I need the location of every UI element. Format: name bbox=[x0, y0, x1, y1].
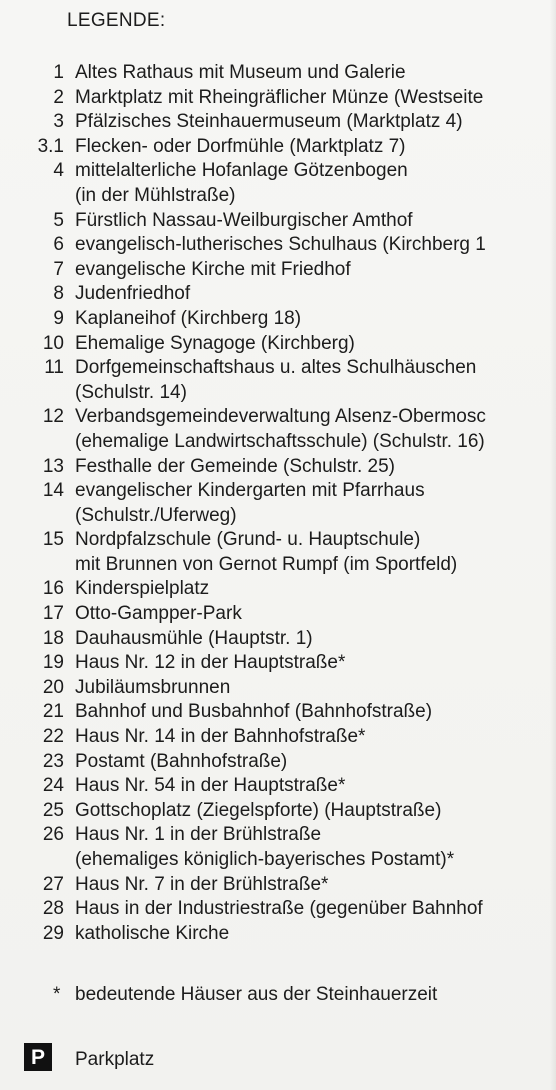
legend-item-line: (in der Mühlstraße) bbox=[75, 184, 236, 206]
legend-item bbox=[0, 258, 556, 283]
legend-item-line: Haus Nr. 1 in der Brühlstraße bbox=[75, 824, 322, 846]
legend-item-text bbox=[75, 356, 476, 405]
legend-item-text bbox=[75, 135, 406, 160]
legend-item bbox=[0, 282, 556, 307]
legend-item bbox=[0, 823, 556, 872]
parking-icon: P bbox=[24, 1043, 52, 1071]
legend-item-line: Verbandsgemeindeverwaltung Alsenz-Obermosc bbox=[75, 406, 486, 428]
legend-item-number: 25 bbox=[42, 799, 64, 821]
legend-item bbox=[0, 356, 556, 405]
legend-item-text bbox=[75, 405, 486, 454]
legend-item-line: Pfälzisches Steinhauermuseum (Marktplatz 4) bbox=[75, 111, 463, 133]
legend-item-line: Flecken- oder Dorfmühle (Marktplatz 7) bbox=[75, 135, 406, 157]
legend-item-text bbox=[75, 602, 242, 627]
legend-item-line: Gottschoplatz (Ziegelspforte) (Hauptstraße) bbox=[75, 799, 442, 821]
legend-item-number: 6 bbox=[53, 234, 64, 256]
legend-item-line: Altes Rathaus mit Museum und Galerie bbox=[75, 62, 406, 83]
legend-item bbox=[0, 676, 556, 701]
legend-item-number: 22 bbox=[42, 726, 64, 748]
legend-item-text bbox=[75, 627, 313, 652]
legend-item bbox=[0, 602, 556, 627]
legend-item-text bbox=[75, 528, 457, 577]
legend-item-text bbox=[75, 676, 230, 701]
legend-item-line: Postamt (Bahnhofstraße) bbox=[75, 750, 288, 772]
legend-item-line: Ehemalige Synagoge (Kirchberg) bbox=[75, 332, 355, 354]
legend-item bbox=[0, 873, 556, 898]
legend-item-text bbox=[75, 233, 486, 258]
legend-item bbox=[0, 209, 556, 234]
legend-item bbox=[0, 159, 556, 208]
legend-item-number: 26 bbox=[42, 824, 64, 846]
legend-item-line: Haus in der Industriestraße (gegenüber Bahnhof bbox=[75, 898, 483, 920]
legend-item-number: 12 bbox=[42, 406, 64, 428]
legend-item-line: Haus Nr. 54 in der Hauptstraße* bbox=[75, 775, 346, 797]
legend-item-number: 18 bbox=[42, 627, 64, 649]
legend-item-number: 8 bbox=[53, 283, 64, 305]
legend-item-text bbox=[75, 774, 345, 799]
legend-item-number: 3 bbox=[53, 111, 64, 133]
legend-item-number: 3.1 bbox=[37, 135, 64, 157]
legend-item-text bbox=[75, 479, 425, 528]
legend-item bbox=[0, 725, 556, 750]
legend-item-line: evangelische Kirche mit Friedhof bbox=[75, 258, 351, 280]
legend-item-number: 24 bbox=[42, 775, 64, 797]
legend-item-line: mit Brunnen von Gernot Rumpf (im Sportfeld) bbox=[75, 553, 458, 575]
legend-item-text bbox=[75, 897, 483, 922]
legend-item-line: Judenfriedhof bbox=[75, 283, 191, 305]
page-edge-shadow bbox=[550, 0, 556, 1090]
legend-item-number: 7 bbox=[53, 258, 64, 280]
legend-item bbox=[0, 528, 556, 577]
legend-item-number: 10 bbox=[42, 332, 64, 354]
legend-item-number: 17 bbox=[42, 603, 64, 625]
legend-item bbox=[0, 700, 556, 725]
legend-item-line: Kinderspielplatz bbox=[75, 578, 210, 600]
legend-item-line: Dauhausmühle (Hauptstr. 1) bbox=[75, 627, 313, 649]
legend-item-number: 19 bbox=[42, 652, 64, 674]
legend-item-line: Kaplaneihof (Kirchberg 18) bbox=[75, 307, 302, 329]
parking-label: Parkplatz bbox=[75, 1049, 155, 1070]
legend-item-text bbox=[75, 750, 287, 775]
legend-title: LEGENDE: bbox=[67, 10, 166, 31]
legend-item bbox=[0, 61, 556, 86]
legend-item-number: 28 bbox=[42, 898, 64, 920]
legend-item-number: 1 bbox=[53, 62, 64, 83]
legend-item-text bbox=[75, 61, 406, 86]
legend-item-line: evangelisch-lutherisches Schulhaus (Kirchberg 1 bbox=[75, 234, 486, 256]
legend-item bbox=[0, 86, 556, 111]
legend-item-line: Dorfgemeinschaftshaus u. altes Schulhäuschen bbox=[75, 357, 477, 379]
legend-item-line: (ehemalige Landwirtschaftsschule) (Schulstr. 16) bbox=[75, 430, 485, 452]
legend-item-number: 2 bbox=[53, 86, 64, 108]
legend-item-text bbox=[75, 86, 483, 111]
legend-item-line: Nordpfalzschule (Grund- u. Hauptschule) bbox=[75, 529, 421, 551]
legend-item-number: 29 bbox=[42, 922, 64, 944]
legend-item bbox=[0, 455, 556, 480]
legend-item-text bbox=[75, 725, 365, 750]
legend-item-number: 9 bbox=[53, 307, 64, 329]
legend-item bbox=[0, 799, 556, 824]
legend-item bbox=[0, 135, 556, 160]
legend-item-number: 13 bbox=[42, 455, 64, 477]
legend-item bbox=[0, 307, 556, 332]
legend-item-text bbox=[75, 651, 345, 676]
legend-item-number: 11 bbox=[44, 357, 64, 379]
legend-item-number: 23 bbox=[42, 750, 64, 772]
legend-item-line: evangelischer Kindergarten mit Pfarrhaus bbox=[75, 480, 425, 502]
legend-item-line: Fürstlich Nassau-Weilburgischer Amthof bbox=[75, 209, 413, 231]
legend-item-line: Festhalle der Gemeinde (Schulstr. 25) bbox=[75, 455, 395, 477]
legend-item-line: Marktplatz mit Rheingräflicher Münze (Westseite bbox=[75, 86, 484, 108]
legend-item-text bbox=[75, 209, 413, 234]
legend-item-text bbox=[75, 307, 301, 332]
legend-item-line: Haus Nr. 12 in der Hauptstraße* bbox=[75, 652, 346, 674]
legend-item-line: katholische Kirche bbox=[75, 922, 230, 944]
legend-item-line: Haus Nr. 14 in der Bahnhofstraße* bbox=[75, 726, 366, 748]
legend-item bbox=[0, 897, 556, 922]
legend-item bbox=[0, 750, 556, 775]
legend-item-number: 5 bbox=[53, 209, 64, 231]
legend-item-line: mittelalterliche Hofanlage Götzenbogen bbox=[75, 160, 408, 182]
footnote-text: bedeutende Häuser aus der Steinhauerzeit bbox=[75, 984, 438, 1005]
legend-item bbox=[0, 110, 556, 135]
legend-item-text bbox=[75, 258, 351, 283]
legend-item bbox=[0, 577, 556, 602]
legend-item bbox=[0, 651, 556, 676]
legend-item bbox=[0, 774, 556, 799]
legend-item bbox=[0, 922, 556, 947]
legend-item-line: Haus Nr. 7 in der Brühlstraße* bbox=[75, 873, 329, 895]
legend-item bbox=[0, 627, 556, 652]
legend-item-text bbox=[75, 332, 355, 357]
legend-item bbox=[0, 332, 556, 357]
footnote-marker: * bbox=[53, 984, 61, 1005]
legend-item-text bbox=[75, 577, 209, 602]
legend-item-text bbox=[75, 282, 190, 307]
legend-item-text bbox=[75, 455, 395, 480]
legend-item bbox=[0, 405, 556, 454]
legend-item-number: 27 bbox=[42, 873, 64, 895]
legend-item-line: (ehemaliges königlich-bayerisches Postamt)* bbox=[75, 849, 455, 870]
legend-item-number: 14 bbox=[42, 480, 64, 502]
legend-item-text bbox=[75, 799, 441, 824]
legend-item-line: (Schulstr./Uferweg) bbox=[75, 504, 237, 526]
legend-item-text bbox=[75, 873, 328, 898]
legend-item bbox=[0, 479, 556, 528]
legend-item-number: 16 bbox=[42, 578, 64, 600]
legend-item-number: 15 bbox=[42, 529, 64, 551]
legend-item-line: Otto-Gampper-Park bbox=[75, 603, 242, 625]
legend-list bbox=[0, 61, 556, 946]
legend-item-number: 4 bbox=[53, 160, 64, 182]
legend-item-text bbox=[75, 823, 454, 872]
legend-item-number: 21 bbox=[42, 701, 64, 723]
parking-legend bbox=[24, 1043, 154, 1071]
legend-item bbox=[0, 233, 556, 258]
legend-item-number: 20 bbox=[42, 676, 64, 698]
legend-item-text bbox=[75, 922, 229, 947]
legend-item-line: Bahnhof und Busbahnhof (Bahnhofstraße) bbox=[75, 701, 433, 723]
legend-item-text bbox=[75, 159, 408, 208]
legend-item-line: (Schulstr. 14) bbox=[75, 381, 187, 403]
legend-item-text bbox=[75, 110, 463, 135]
legend-item-text bbox=[75, 700, 432, 725]
footnote bbox=[53, 984, 437, 1006]
legend-item-line: Jubiläumsbrunnen bbox=[75, 676, 231, 698]
